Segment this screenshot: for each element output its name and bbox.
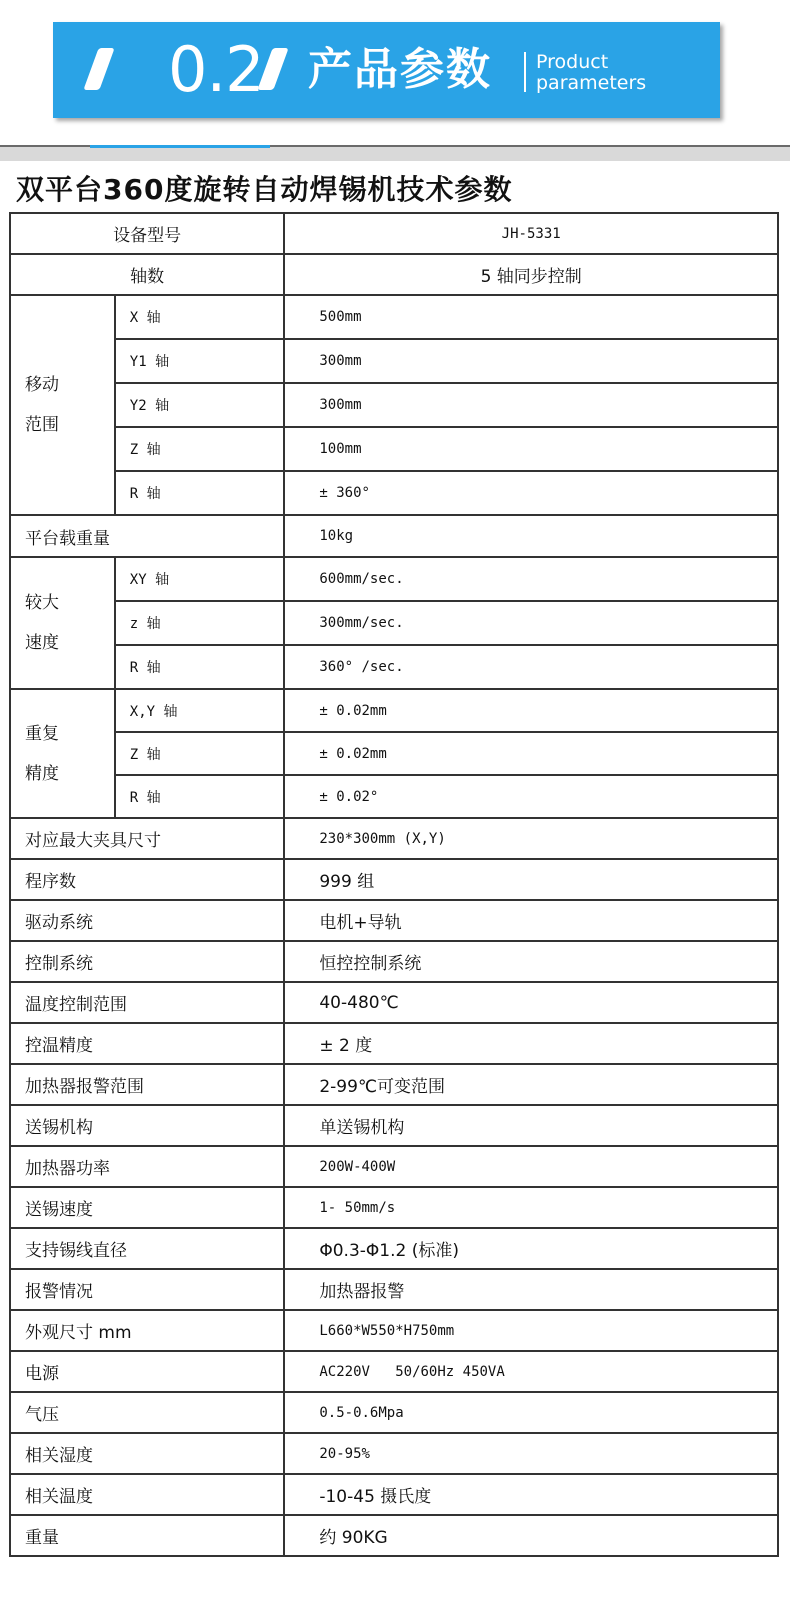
value-cell: 300mm — [284, 339, 778, 383]
travel-label — [10, 295, 115, 515]
row-value: 999 组 — [284, 859, 778, 900]
row-value: Φ0.3-Φ1.2 (标准) — [284, 1228, 778, 1269]
table-row — [10, 339, 778, 383]
row-value: 1- 50mm/s — [284, 1187, 778, 1228]
row-value: 单送锡机构 — [284, 1105, 778, 1146]
table-row — [10, 601, 778, 645]
table-row — [10, 557, 778, 601]
speed-label-line2: 速度 — [25, 633, 59, 653]
load-value: 10kg — [284, 515, 778, 557]
row-value: AC220V 50/60Hz 450VA — [284, 1351, 778, 1392]
table-row — [10, 1105, 778, 1146]
divider-accent — [90, 145, 270, 148]
spec-table — [9, 212, 779, 1557]
table-row — [10, 689, 778, 732]
load-label: 平台载重量 — [10, 515, 284, 557]
value-cell: ± 0.02° — [284, 775, 778, 818]
table-row — [10, 1392, 778, 1433]
row-value: 200W-400W — [284, 1146, 778, 1187]
table-row — [10, 982, 778, 1023]
table-row — [10, 859, 778, 900]
axis-cell: z 轴 — [115, 601, 285, 645]
table-row — [10, 775, 778, 818]
row-value: 加热器报警 — [284, 1269, 778, 1310]
row-value: ± 2 度 — [284, 1023, 778, 1064]
table-row — [10, 1146, 778, 1187]
table-row — [10, 1474, 778, 1515]
row-value: 230*300mm (X,Y) — [284, 818, 778, 859]
value-cell: 300mm — [284, 383, 778, 427]
axis-cell: X 轴 — [115, 295, 285, 339]
table-row — [10, 427, 778, 471]
row-label: 气压 — [10, 1392, 284, 1433]
row-label: 送锡机构 — [10, 1105, 284, 1146]
row-label: 外观尺寸 mm — [10, 1310, 284, 1351]
axis-cell: R 轴 — [115, 645, 285, 689]
row-value: 恒控控制系统 — [284, 941, 778, 982]
repeat-label-line1: 重复 — [25, 723, 59, 744]
table-row — [10, 1269, 778, 1310]
axis-cell: R 轴 — [115, 471, 285, 515]
row-label: 对应最大夹具尺寸 — [10, 818, 284, 859]
slash-decoration-left — [83, 48, 114, 90]
subtitle-line-2: parameters — [536, 72, 647, 94]
page-title: 双平台360度旋转自动焊锡机技术参数 — [16, 173, 513, 206]
table-row — [10, 254, 778, 295]
row-value: 40-480℃ — [284, 982, 778, 1023]
axes-value: 5 轴同步控制 — [284, 254, 778, 295]
axes-label: 轴数 — [10, 254, 284, 295]
axis-cell: X,Y 轴 — [115, 689, 285, 732]
value-cell: 300mm/sec. — [284, 601, 778, 645]
banner-divider — [524, 52, 526, 92]
model-label: 设备型号 — [10, 213, 284, 254]
row-label: 控温精度 — [10, 1023, 284, 1064]
repeat-label-line2: 精度 — [25, 763, 59, 784]
row-label: 相关温度 — [10, 1474, 284, 1515]
table-row — [10, 471, 778, 515]
axis-cell: Y2 轴 — [115, 383, 285, 427]
value-cell: 600mm/sec. — [284, 557, 778, 601]
value-cell: ± 360° — [284, 471, 778, 515]
table-row — [10, 818, 778, 859]
axis-cell: Z 轴 — [115, 427, 285, 471]
row-label: 加热器功率 — [10, 1146, 284, 1187]
row-label: 加热器报警范围 — [10, 1064, 284, 1105]
model-value: JH-5331 — [284, 213, 778, 254]
value-cell: 100mm — [284, 427, 778, 471]
travel-label-line2: 范围 — [25, 415, 59, 435]
axis-cell: XY 轴 — [115, 557, 285, 601]
table-row — [10, 1515, 778, 1556]
table-row — [10, 645, 778, 689]
row-value: L660*W550*H750mm — [284, 1310, 778, 1351]
row-value: 2-99℃可变范围 — [284, 1064, 778, 1105]
row-label: 驱动系统 — [10, 900, 284, 941]
section-number: 0.2 — [168, 33, 264, 106]
row-value: 约 90KG — [284, 1515, 778, 1556]
table-row — [10, 515, 778, 557]
axis-cell: R 轴 — [115, 775, 285, 818]
table-row — [10, 1310, 778, 1351]
row-value: 电机+导轨 — [284, 900, 778, 941]
subtitle-line-1: Product — [536, 51, 609, 73]
row-label: 报警情况 — [10, 1269, 284, 1310]
table-row — [10, 1187, 778, 1228]
row-label: 控制系统 — [10, 941, 284, 982]
table-row — [10, 213, 778, 254]
table-row — [10, 941, 778, 982]
row-label: 重量 — [10, 1515, 284, 1556]
row-value: -10-45 摄氏度 — [284, 1474, 778, 1515]
travel-label-line1: 移动 — [25, 375, 59, 395]
row-value: 20-95% — [284, 1433, 778, 1474]
value-cell: ± 0.02mm — [284, 689, 778, 732]
section-title: 产品参数 — [308, 44, 492, 95]
section-subtitle — [536, 52, 646, 94]
value-cell: 360° /sec. — [284, 645, 778, 689]
axis-cell: Y1 轴 — [115, 339, 285, 383]
repeat-label — [10, 689, 115, 818]
row-label: 送锡速度 — [10, 1187, 284, 1228]
section-banner — [53, 22, 720, 118]
row-label: 温度控制范围 — [10, 982, 284, 1023]
row-label: 程序数 — [10, 859, 284, 900]
table-row — [10, 732, 778, 775]
row-label: 支持锡线直径 — [10, 1228, 284, 1269]
row-label: 相关湿度 — [10, 1433, 284, 1474]
value-cell: 500mm — [284, 295, 778, 339]
axis-cell: Z 轴 — [115, 732, 285, 775]
table-row — [10, 1064, 778, 1105]
value-cell: ± 0.02mm — [284, 732, 778, 775]
speed-label — [10, 557, 115, 689]
speed-label-line1: 较大 — [25, 593, 59, 613]
table-row — [10, 295, 778, 339]
table-row — [10, 1433, 778, 1474]
row-value: 0.5-0.6Mpa — [284, 1392, 778, 1433]
table-row — [10, 383, 778, 427]
table-row — [10, 1023, 778, 1064]
row-label: 电源 — [10, 1351, 284, 1392]
table-row — [10, 1351, 778, 1392]
table-row — [10, 1228, 778, 1269]
table-row — [10, 900, 778, 941]
